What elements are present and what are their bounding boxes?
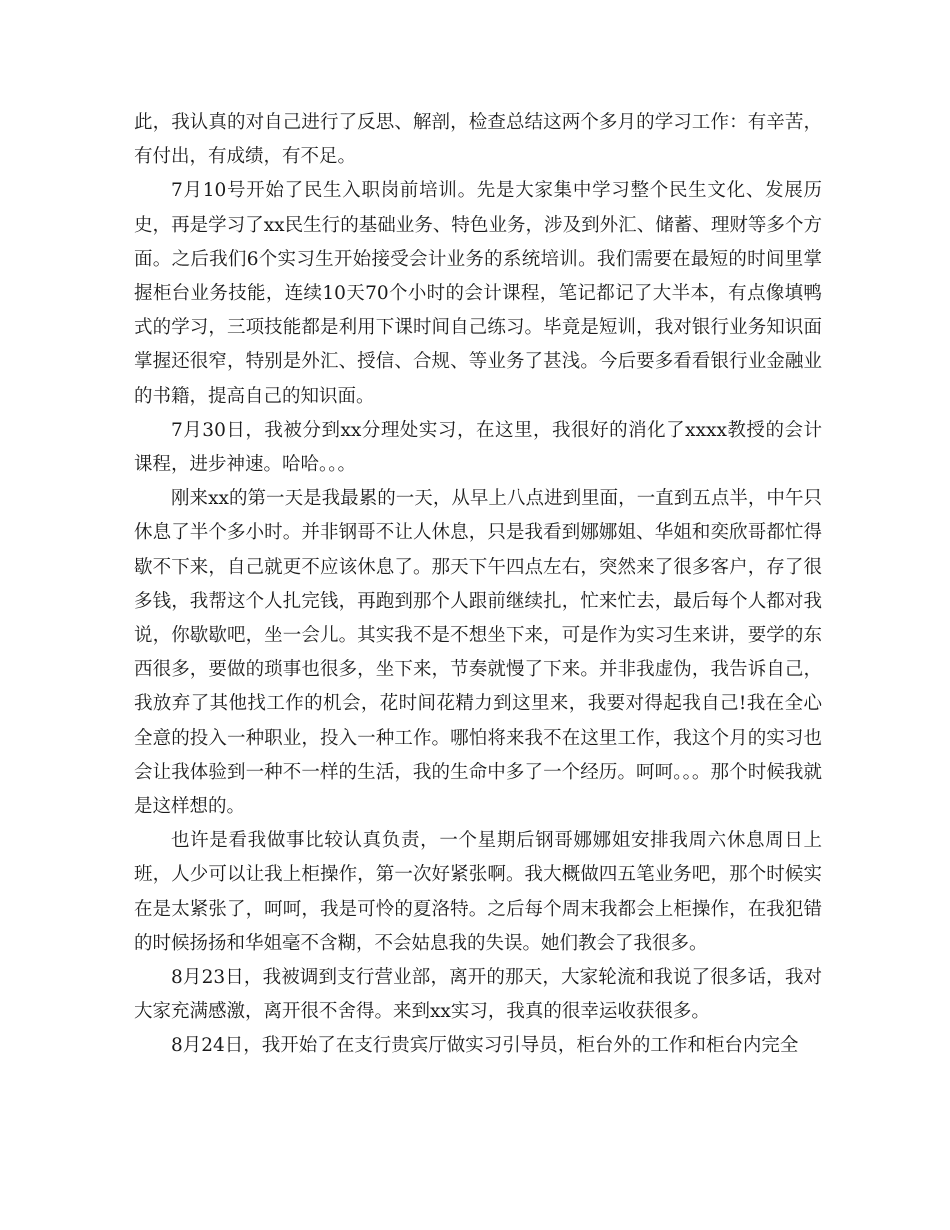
paragraph-4: 刚来xx的第一天是我最累的一天，从早上八点进到里面，一直到五点半，中午只休息了半个多小时。并非钢哥不让人休息，只是我看到娜娜姐、华姐和奕欣哥都忙得歇不下来，自己就更不应该休息了。那天下午四点左右，突然来了很多客户，存了很多钱，我帮这个人扎完钱，再跑到那个人跟前继续扎，忙来忙去，最后每个人都对我说，你歇歇吧，坐一会儿。其实我不是不想坐下来，可是作为实习生来讲，要学的东西很多，要做的琐事也很多，坐下来，节奏就慢了下来。并非我虚伪，我告诉自己，我放弃了其他找工作的机会，花时间花精力到这里来，我要对得起我自己!我在全心全意的投入一种职业，投入一种工作。哪怕将来我不在这里工作，我这个月的实习也会让我体验到一种不一样的生活，我的生命中多了一个经历。呵呵。。。那个时候我就是这样想的。 (134, 488, 822, 818)
paragraph-2: 7月10号开始了民生入职岗前培训。先是大家集中学习整个民生文化、发展历史，再是学习了xx民生行的基础业务、特色业务，涉及到外汇、储蓄、理财等多个方面。之后我们6个实习生开始接受会计业务的系统培训。我们需要在最短的时间里掌握柜台业务技能，连续10天70个小时的会计课程，笔记都记了大半本，有点像填鸭式的学习，三项技能都是利用下课时间自己练习。毕竟是短训，我对银行业务知识面掌握还很窄，特别是外汇、授信、合规、等业务了甚浅。今后要多看看银行业金融业的书籍，提高自己的知识面。 (134, 180, 822, 407)
document-body (134, 106, 822, 1064)
paragraph-7: 8月24日，我开始了在支行贵宾厅做实习引导员，柜台外的工作和柜台内完全 (171, 1035, 799, 1057)
paragraph-6: 8月23日，我被调到支行营业部，离开的那天，大家轮流和我说了很多话，我对大家充满感激，离开很不舍得。来到xx实习，我真的很幸运收获很多。 (134, 967, 822, 1023)
paragraph-3: 7月30日，我被分到xx分理处实习，在这里，我很好的消化了xxxx教授的会计课程，进步神速。哈哈。。。 (134, 419, 822, 476)
paragraph-1: 此，我认真的对自己进行了反思、解剖，检查总结这两个多月的学习工作：有辛苦，有付出，有成绩，有不足。 (134, 112, 822, 168)
paragraph-5: 也许是看我做事比较认真负责，一个星期后钢哥娜娜姐安排我周六休息周日上班，人少可以让我上柜操作，第一次好紧张啊。我大概做四五笔业务吧，那个时候实在是太紧张了，呵呵，我是可怜的夏洛特。之后每个周末我都会上柜操作，在我犯错的时候扬扬和华姐毫不含糊，不会姑息我的失误。她们教会了我很多。 (134, 830, 822, 954)
